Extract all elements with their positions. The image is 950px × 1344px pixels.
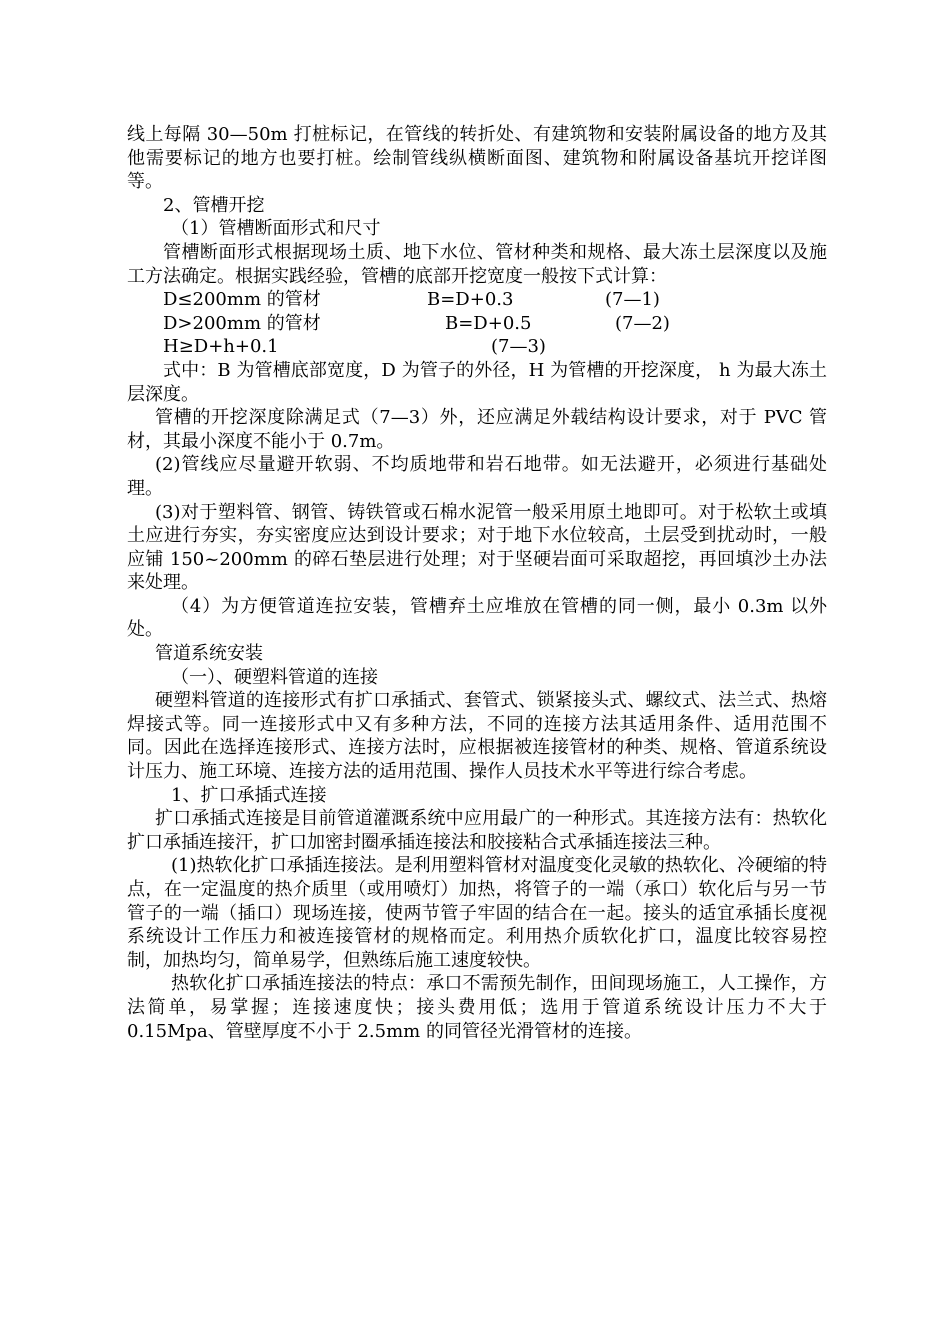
formula-7-1 (127, 288, 827, 312)
formula-7-3 (127, 335, 827, 359)
paragraph-rigid-pipe: 硬塑料管道的连接形式有扩口承插式、套管式、锁紧接头式、螺纹式、法兰式、热熔焊接式等。同一连接形式中又有多种方法，不同的连接方法其适用条件、适用范围不同。因此在选择连接形式、连接方法时，应根据被连接管材的种类、规格、管道系统设计压力、施工环境、连接方法的适用范围、操作人员技术水平等进行综合考虑。 (127, 690, 827, 783)
formula-7-2 (127, 312, 827, 336)
paragraph-trench-depth: 管槽的开挖深度除满足式（7—3）外，还应满足外载结构设计要求，对于 PVC 管材，其最小深度不能小于 0.7m。 (127, 407, 827, 452)
list-item-2: (2)管线应尽量避开软弱、不均质地带和岩石地带。如无法避开，必须进行基础处理。 (127, 454, 827, 499)
document-body (127, 123, 827, 1043)
section-heading-socket: 1、扩口承插式连接 (171, 784, 327, 806)
formula-reference: (7—3) (491, 336, 546, 358)
section-heading-install: 管道系统安装 (155, 643, 263, 665)
formula-condition: D>200mm 的管材 (163, 312, 321, 334)
formula-expression: B=D+0.5 (445, 312, 532, 334)
section-heading-trench: 2、管槽开挖 (163, 194, 265, 216)
paragraph-socket-joint: 扩口承插式连接是目前管道灌溉系统中应用最广的一种形式。其连接方法有：热软化扩口承插连接汗，扩口加密封圈承插连接法和胶接粘合式承插连接法三种。 (127, 808, 827, 853)
formula-reference: (7—1) (605, 289, 660, 311)
list-item-4: （4）为方便管道连拉安装，管槽弃土应堆放在管槽的同一侧，最小 0.3m 以外处。 (127, 595, 827, 641)
intro-paragraph: 线上每隔 30—50m 打桩标记，在管线的转折处、有建筑物和安装附属设备的地方及其他需要标记的地方也要打桩。绘制管线纵横断面图、建筑物和附属设备基坑开挖详图等。 (127, 124, 827, 193)
paragraph-hot-soften-features: 热软化扩口承插连接法的特点：承口不需预先制作，田间现场施工，人工操作，方法简单，易掌握；连接速度快；接头费用低；选用于管道系统设计压力不大于 0.15Mpa、管壁厚度不小于 2.5mm 的同管径光滑管材的连接。 (127, 973, 827, 1042)
formula-expression: B=D+0.3 (427, 289, 514, 311)
paragraph-trench-section: 管槽断面形式根据现场土质、地下水位、管材种类和规格、最大冻土层深度以及施工方法确定。根据实践经验，管槽的底部开挖宽度一般按下式计算： (127, 241, 827, 287)
formula-condition: D≤200mm 的管材 (163, 289, 321, 311)
list-item-hot-soften: (1)热软化扩口承插连接法。是利用塑料管材对温度变化灵敏的热软化、冷硬缩的特点，在一定温度的热介质里（或用喷灯）加热，将管子的一端（承口）软化后与另一节管子的一端（插口）现场连接，使两节管子牢固的结合在一起。接头的适宜承插长度视系统设计工作压力和被连接管材的规格而定。利用热介质软化扩口，温度比较容易控制，加热均匀，简单易学，但熟练后施工速度较快。 (127, 855, 827, 971)
list-item-3: (3)对于塑料管、钢管、铸铁管或石棉水泥管一般采用原土地即可。对于松软土或填土应进行夯实，夯实密度应达到设计要求；对于地下水位较高，土层受到扰动时，一般应铺 150~200mm 的碎石垫层进行处理；对于坚硬岩面可采取超挖，再回填沙土办法来处理。 (127, 501, 827, 594)
formula-expression: H≥D+h+0.1 (163, 336, 279, 358)
subheading-rigid-pipe: （一）、硬塑料管道的连接 (171, 666, 378, 688)
paragraph-formula-legend: 式中：B 为管槽底部宽度，D 为管子的外径，H 为管槽的开挖深度， h 为最大冻土层深度。 (127, 359, 827, 405)
formula-reference: (7—2) (615, 312, 670, 334)
subheading-trench-section: （1）管槽断面形式和尺寸 (171, 218, 381, 240)
